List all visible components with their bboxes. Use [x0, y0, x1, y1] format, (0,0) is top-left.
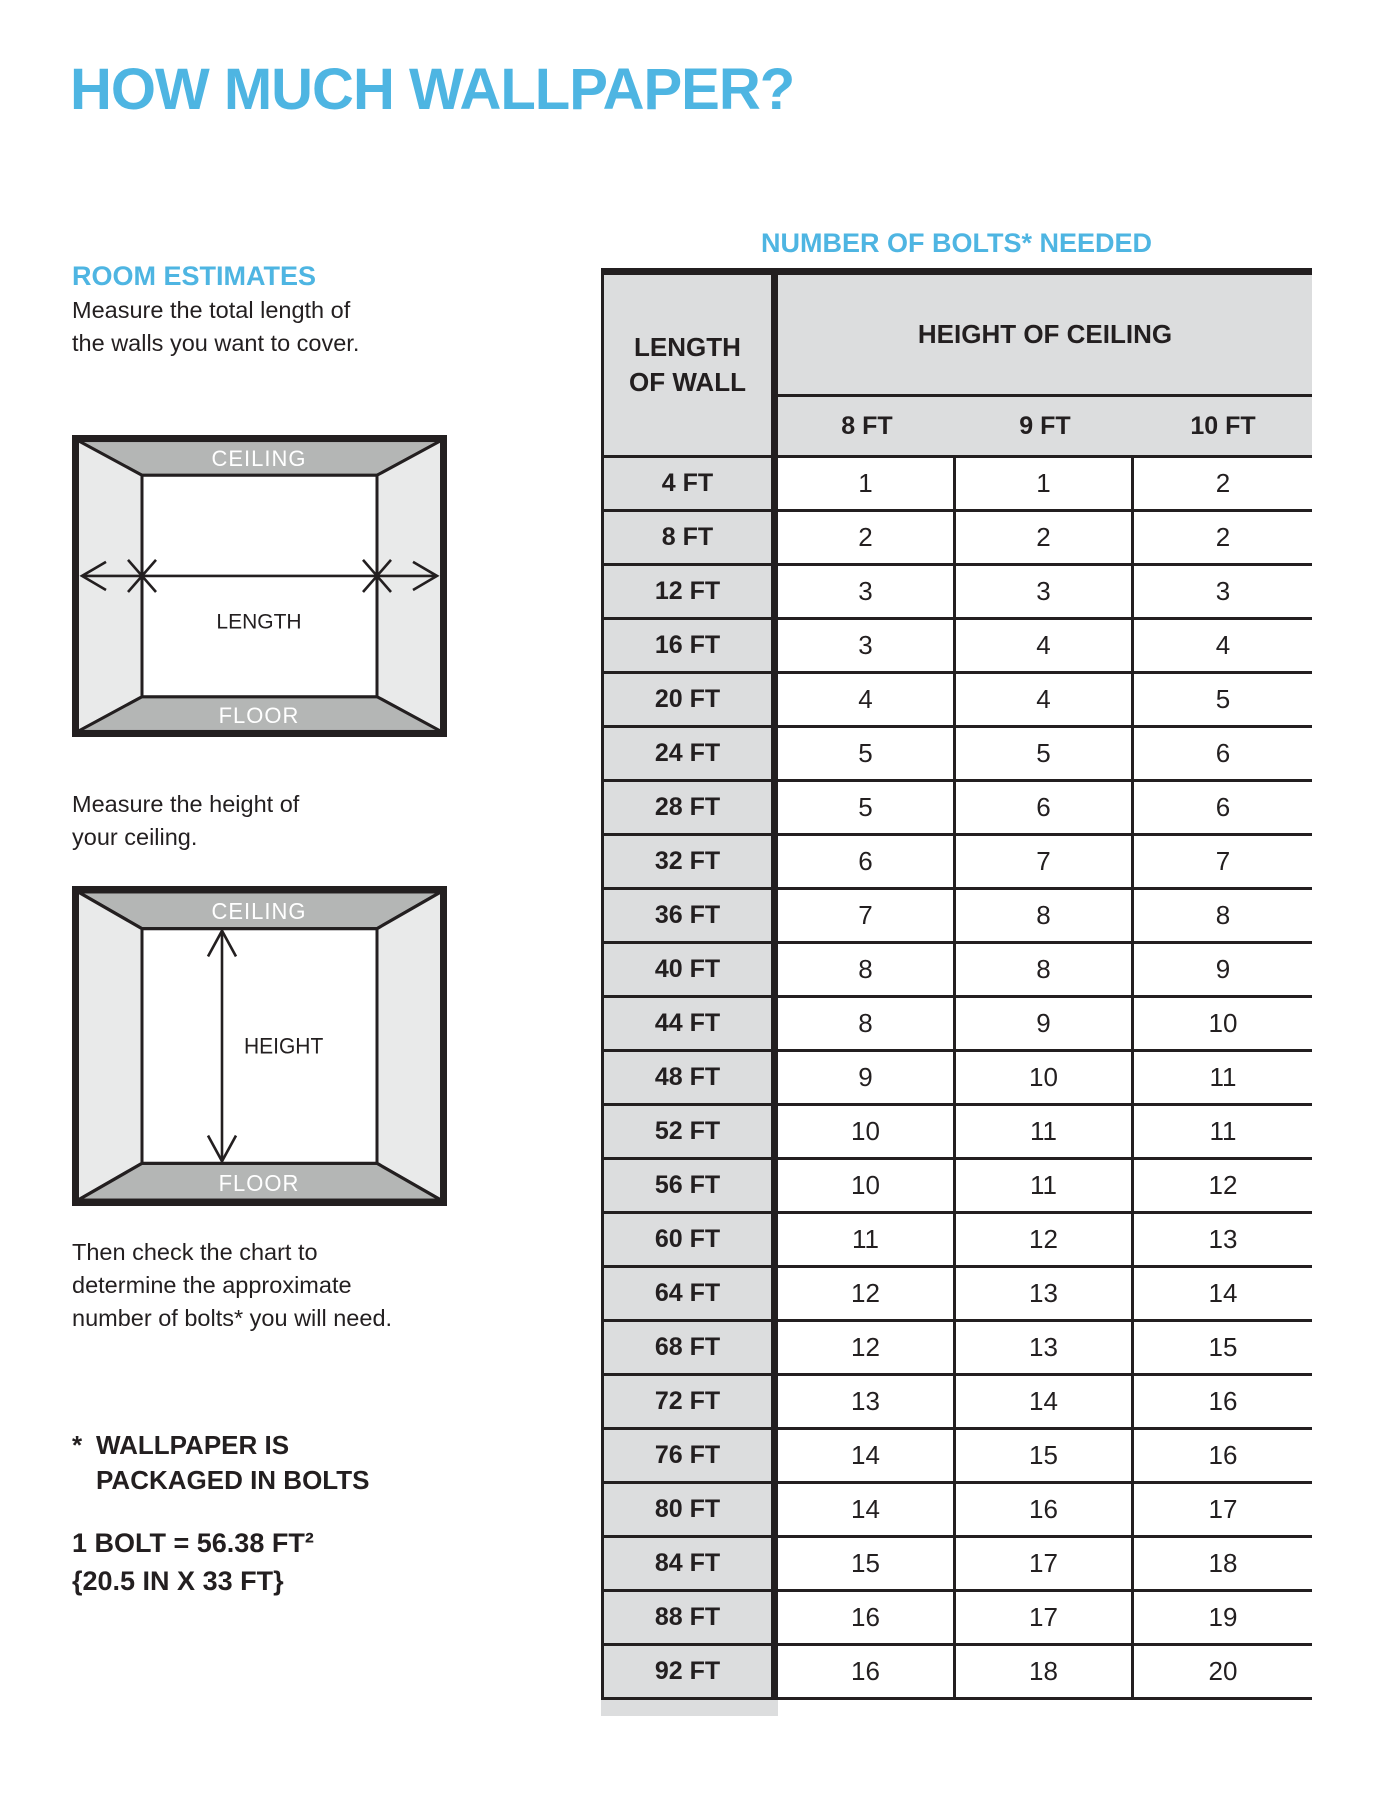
- room-estimates-heading: ROOM ESTIMATES: [72, 261, 317, 291]
- bolt-count-cell: 3: [956, 566, 1134, 620]
- bolt-count-cell: 2: [956, 512, 1134, 566]
- wall-length-cell: 24 FT: [601, 728, 778, 782]
- height-label: HEIGHT: [244, 1032, 324, 1059]
- bolt-count-cell: 5: [1134, 674, 1312, 728]
- wall-length-cell: 20 FT: [601, 674, 778, 728]
- footnote-text: [96, 1428, 369, 1498]
- room-height-diagram: [72, 886, 447, 1206]
- bolt-count-cell: 4: [778, 674, 956, 728]
- wall-length-cell: 56 FT: [601, 1160, 778, 1214]
- wall-length-cell: 60 FT: [601, 1214, 778, 1268]
- bolt-count-cell: 1: [778, 458, 956, 512]
- wall-length-cell: 64 FT: [601, 1268, 778, 1322]
- bolt-count-cell: 16: [956, 1484, 1134, 1538]
- bolt-count-cell: 4: [956, 620, 1134, 674]
- length-of-wall-header: [601, 275, 778, 458]
- instruction-chart-line2: determine the approximate: [72, 1272, 352, 1298]
- wall-length-cell: 36 FT: [601, 890, 778, 944]
- bolt-count-cell: 17: [956, 1592, 1134, 1646]
- bolt-count-cell: 7: [1134, 836, 1312, 890]
- bolt-count-cell: 6: [1134, 728, 1312, 782]
- floor-label: FLOOR: [218, 1169, 300, 1197]
- bolt-count-cell: 15: [956, 1430, 1134, 1484]
- bolt-count-cell: 4: [956, 674, 1134, 728]
- bolt-count-cell: 2: [1134, 458, 1312, 512]
- bolt-count-cell: 17: [1134, 1484, 1312, 1538]
- wall-length-cell: 88 FT: [601, 1592, 778, 1646]
- bolt-count-cell: 4: [1134, 620, 1312, 674]
- bolt-count-cell: 16: [1134, 1376, 1312, 1430]
- length-of-wall-header-line2: OF WALL: [629, 367, 746, 397]
- back-wall-face: [142, 475, 377, 696]
- bolts-table: [601, 268, 1312, 1700]
- bolt-count-cell: 2: [1134, 512, 1312, 566]
- bolt-count-cell: 12: [778, 1268, 956, 1322]
- wall-length-cell: 44 FT: [601, 998, 778, 1052]
- bolt-spec-line1: 1 BOLT = 56.38 FT²: [72, 1528, 314, 1558]
- wall-length-cell: 40 FT: [601, 944, 778, 998]
- ceiling-label: CEILING: [211, 446, 307, 472]
- bolt-count-cell: 9: [1134, 944, 1312, 998]
- right-wall-face: [377, 891, 442, 1200]
- wall-length-cell: 68 FT: [601, 1322, 778, 1376]
- bolt-count-cell: 3: [778, 620, 956, 674]
- bolt-count-cell: 8: [956, 944, 1134, 998]
- bolt-count-cell: 18: [1134, 1538, 1312, 1592]
- instruction-length: [72, 294, 359, 360]
- bolt-count-cell: 11: [956, 1160, 1134, 1214]
- wall-length-cell: 92 FT: [601, 1646, 778, 1700]
- bolt-spec: [72, 1524, 314, 1600]
- wall-length-cell: 72 FT: [601, 1376, 778, 1430]
- bolt-count-cell: 15: [778, 1538, 956, 1592]
- bolt-count-cell: 16: [1134, 1430, 1312, 1484]
- bolt-count-cell: 17: [956, 1538, 1134, 1592]
- bolt-count-cell: 5: [956, 728, 1134, 782]
- instruction-height-line2: your ceiling.: [72, 824, 198, 850]
- bolt-count-cell: 13: [778, 1376, 956, 1430]
- bolt-count-cell: 14: [778, 1430, 956, 1484]
- bolt-count-cell: 13: [956, 1268, 1134, 1322]
- wall-length-cell: 12 FT: [601, 566, 778, 620]
- bolt-count-cell: 2: [778, 512, 956, 566]
- bolt-count-cell: 11: [956, 1106, 1134, 1160]
- wall-length-cell: 80 FT: [601, 1484, 778, 1538]
- instruction-height-line1: Measure the height of: [72, 791, 300, 817]
- bolt-count-cell: 14: [1134, 1268, 1312, 1322]
- instruction-height: [72, 788, 299, 854]
- bolt-count-cell: 16: [778, 1646, 956, 1700]
- footnote-line1: WALLPAPER IS: [96, 1430, 290, 1460]
- bolt-count-cell: 5: [778, 782, 956, 836]
- ceiling-label: CEILING: [211, 897, 307, 925]
- bolt-count-cell: 14: [778, 1484, 956, 1538]
- bolt-count-cell: 9: [956, 998, 1134, 1052]
- bolt-count-cell: 15: [1134, 1322, 1312, 1376]
- bolt-count-cell: 16: [778, 1592, 956, 1646]
- wall-length-cell: 84 FT: [601, 1538, 778, 1592]
- bolts-grid: [601, 268, 1312, 1700]
- wall-length-cell: 28 FT: [601, 782, 778, 836]
- bolt-count-cell: 12: [1134, 1160, 1312, 1214]
- length-of-wall-header-line1: LENGTH: [634, 332, 741, 362]
- room-length-diagram: [72, 435, 447, 737]
- col-header-10ft: 10 FT: [1134, 397, 1312, 458]
- bolt-count-cell: 13: [956, 1322, 1134, 1376]
- bolt-count-cell: 19: [1134, 1592, 1312, 1646]
- bolt-count-cell: 10: [1134, 998, 1312, 1052]
- bolt-count-cell: 8: [956, 890, 1134, 944]
- bolt-count-cell: 8: [778, 944, 956, 998]
- wall-length-cell: 16 FT: [601, 620, 778, 674]
- bolt-count-cell: 10: [956, 1052, 1134, 1106]
- bolts-footnote: [72, 1428, 369, 1498]
- bolt-count-cell: 5: [778, 728, 956, 782]
- bolt-count-cell: 6: [1134, 782, 1312, 836]
- length-label: LENGTH: [216, 610, 302, 634]
- height-of-ceiling-header: HEIGHT OF CEILING: [778, 275, 1312, 397]
- wall-length-cell: 4 FT: [601, 458, 778, 512]
- table-footer-strip: [601, 1700, 778, 1716]
- floor-label: FLOOR: [218, 702, 300, 728]
- bolt-count-cell: 11: [1134, 1052, 1312, 1106]
- instruction-length-line2: the walls you want to cover.: [72, 330, 360, 356]
- bolt-count-cell: 7: [778, 890, 956, 944]
- bolt-count-cell: 10: [778, 1160, 956, 1214]
- bolt-count-cell: 18: [956, 1646, 1134, 1700]
- page-title: HOW MUCH WALLPAPER?: [70, 57, 795, 122]
- bolt-count-cell: 6: [956, 782, 1134, 836]
- bolt-count-cell: 7: [956, 836, 1134, 890]
- wall-length-cell: 52 FT: [601, 1106, 778, 1160]
- bolt-spec-line2: {20.5 IN X 33 FT}: [72, 1566, 284, 1596]
- bolt-count-cell: 20: [1134, 1646, 1312, 1700]
- bolt-count-cell: 11: [778, 1214, 956, 1268]
- footnote-asterisk: *: [72, 1430, 83, 1460]
- left-wall-face: [77, 891, 142, 1200]
- footnote-line2: PACKAGED IN BOLTS: [96, 1465, 370, 1495]
- bolt-count-cell: 8: [778, 998, 956, 1052]
- col-header-9ft: 9 FT: [956, 397, 1134, 458]
- instruction-length-line1: Measure the total length of: [72, 297, 351, 323]
- bolt-count-cell: 14: [956, 1376, 1134, 1430]
- instruction-chart-line3: number of bolts* you will need.: [72, 1305, 393, 1331]
- bolt-count-cell: 13: [1134, 1214, 1312, 1268]
- bolt-count-cell: 9: [778, 1052, 956, 1106]
- bolt-count-cell: 3: [778, 566, 956, 620]
- bolt-count-cell: 1: [956, 458, 1134, 512]
- wall-length-cell: 76 FT: [601, 1430, 778, 1484]
- bolt-count-cell: 6: [778, 836, 956, 890]
- bolt-count-cell: 12: [956, 1214, 1134, 1268]
- instruction-chart: [72, 1236, 392, 1335]
- col-header-8ft: 8 FT: [778, 397, 956, 458]
- bolt-count-cell: 12: [778, 1322, 956, 1376]
- bolt-count-cell: 11: [1134, 1106, 1312, 1160]
- instruction-chart-line1: Then check the chart to: [72, 1239, 318, 1265]
- bolt-count-cell: 10: [778, 1106, 956, 1160]
- wall-length-cell: 8 FT: [601, 512, 778, 566]
- bolts-table-heading: NUMBER OF BOLTS* NEEDED: [760, 228, 1152, 258]
- bolt-count-cell: 3: [1134, 566, 1312, 620]
- bolt-count-cell: 8: [1134, 890, 1312, 944]
- wall-length-cell: 32 FT: [601, 836, 778, 890]
- wall-length-cell: 48 FT: [601, 1052, 778, 1106]
